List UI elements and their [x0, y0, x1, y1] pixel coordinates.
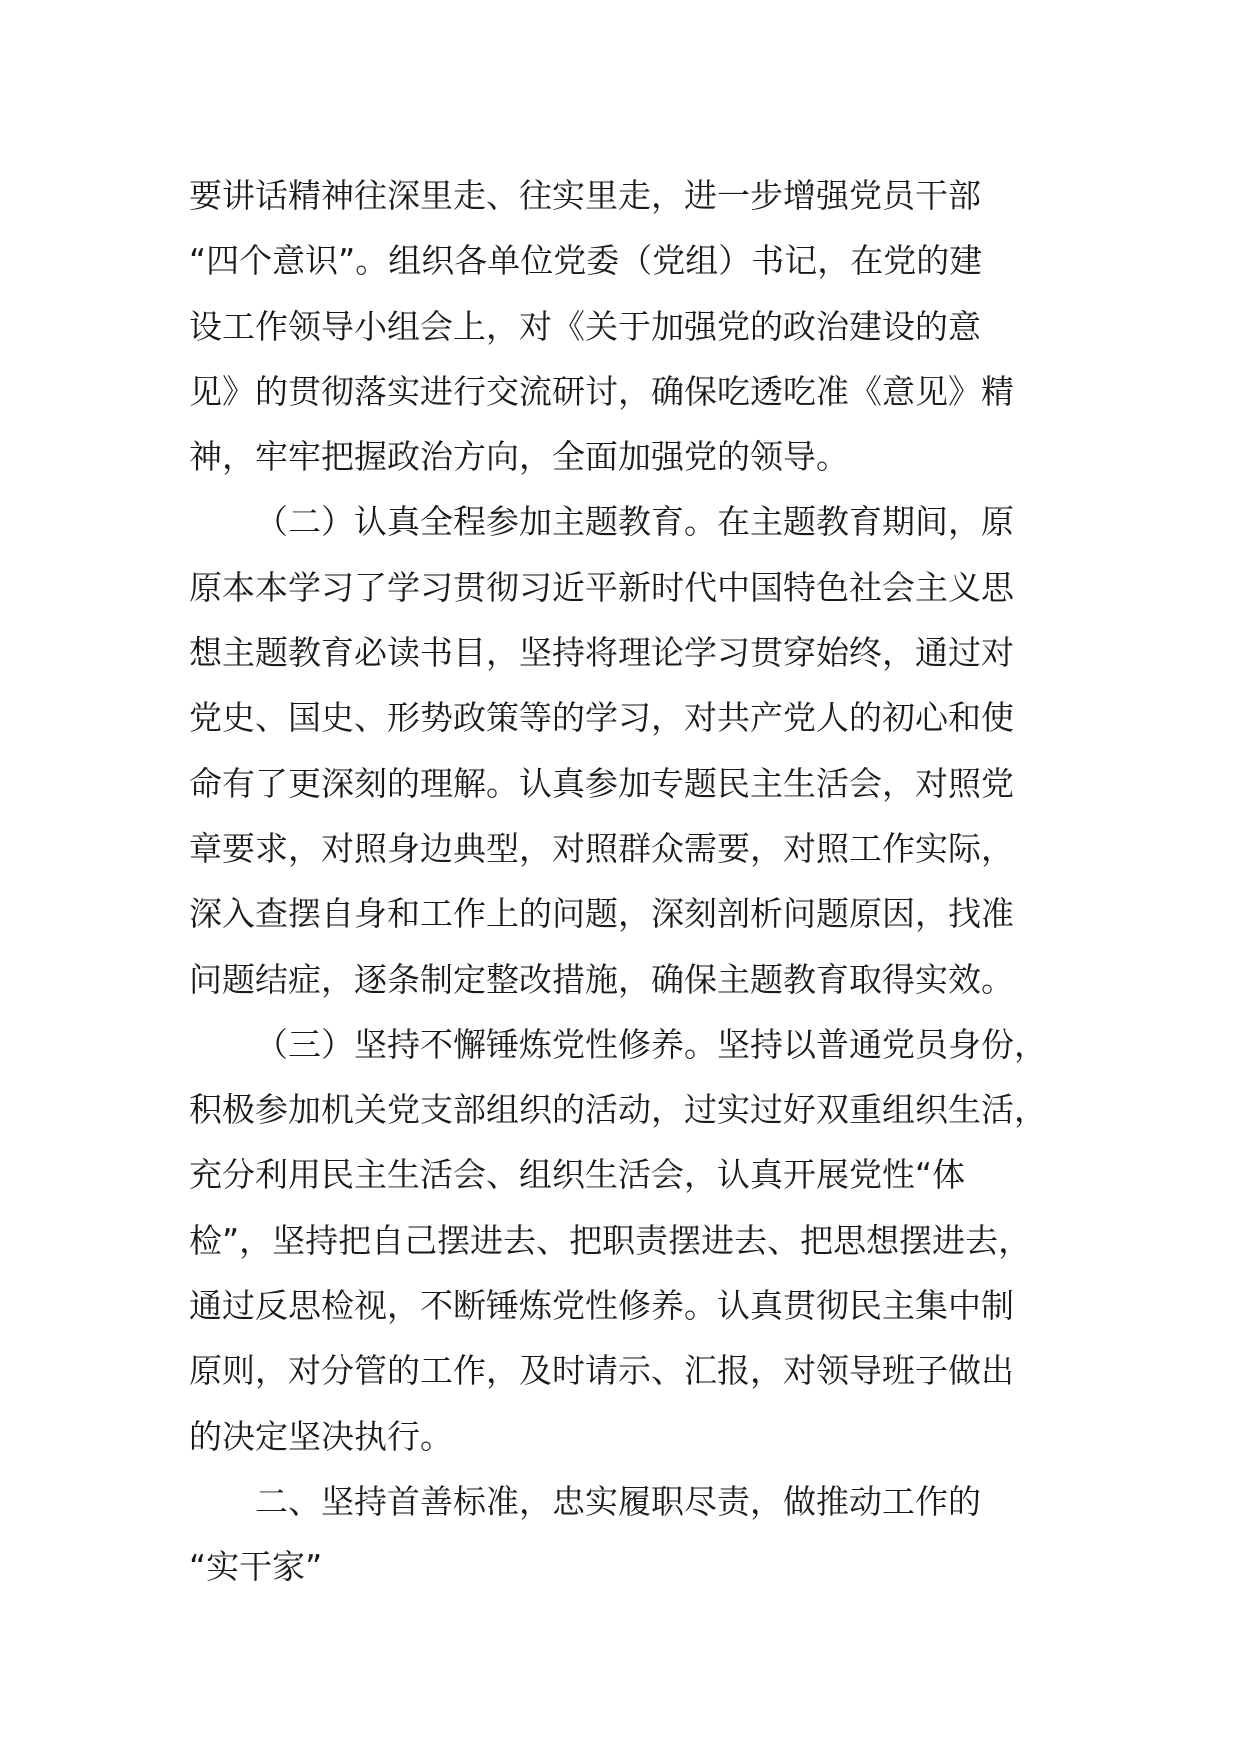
text-line: 见》的贯彻落实进行交流研讨，确保吃透吃准《意见》精 — [189, 371, 1014, 411]
text-line: 检”，坚持把自己摆进去、把职责摆进去、把思想摆进去， — [189, 1220, 1032, 1260]
section-heading-line: （二）认真全程参加主题教育。在主题教育期间，原 — [255, 502, 1014, 542]
text-line: 想主题教育必读书目，坚持将理论学习贯穿始终，通过对 — [189, 633, 1014, 673]
document-body — [189, 163, 1069, 1600]
text-line: 通过反思检视，不断锤炼党性修养。认真贯彻民主集中制 — [189, 1286, 1014, 1326]
text-line: 章要求，对照身边典型，对照群众需要，对照工作实际， — [189, 828, 1014, 868]
text-line: 深入查摆自身和工作上的问题，深刻剖析问题原因，找准 — [189, 894, 1014, 934]
text-line: 原本本学习了学习贯彻习近平新时代中国特色社会主义思 — [189, 567, 1014, 607]
chapter-heading-line: 二、坚持首善标准，忠实履职尽责，做推动工作的 — [255, 1481, 981, 1521]
text-line: 问题结症，逐条制定整改措施，确保主题教育取得实效。 — [189, 959, 1014, 999]
chapter-heading-line: “实干家” — [189, 1547, 323, 1587]
text-line: 充分利用民主生活会、组织生活会，认真开展党性“体 — [189, 1155, 966, 1195]
section-heading-line: （三）坚持不懈锤炼党性修养。坚持以普通党员身份， — [255, 1024, 1047, 1064]
text-line: 原则，对分管的工作，及时请示、汇报，对领导班子做出 — [189, 1351, 1014, 1391]
text-line: 的决定坚决执行。 — [189, 1416, 453, 1456]
text-line: 神，牢牢把握政治方向，全面加强党的领导。 — [189, 437, 849, 477]
text-line: 设工作领导小组会上，对《关于加强党的政治建设的意 — [189, 306, 981, 346]
text-line: 党史、国史、形势政策等的学习，对共产党人的初心和使 — [189, 698, 1014, 738]
text-line: “四个意识”。组织各单位党委（党组）书记，在党的建 — [189, 241, 983, 281]
text-line: 要讲话精神往深里走、往实里走，进一步增强党员干部 — [189, 176, 981, 215]
text-line: 积极参加机关党支部组织的活动，过实过好双重组织生活， — [189, 1090, 1047, 1130]
text-line: 命有了更深刻的理解。认真参加专题民主生活会，对照党 — [189, 763, 1014, 803]
